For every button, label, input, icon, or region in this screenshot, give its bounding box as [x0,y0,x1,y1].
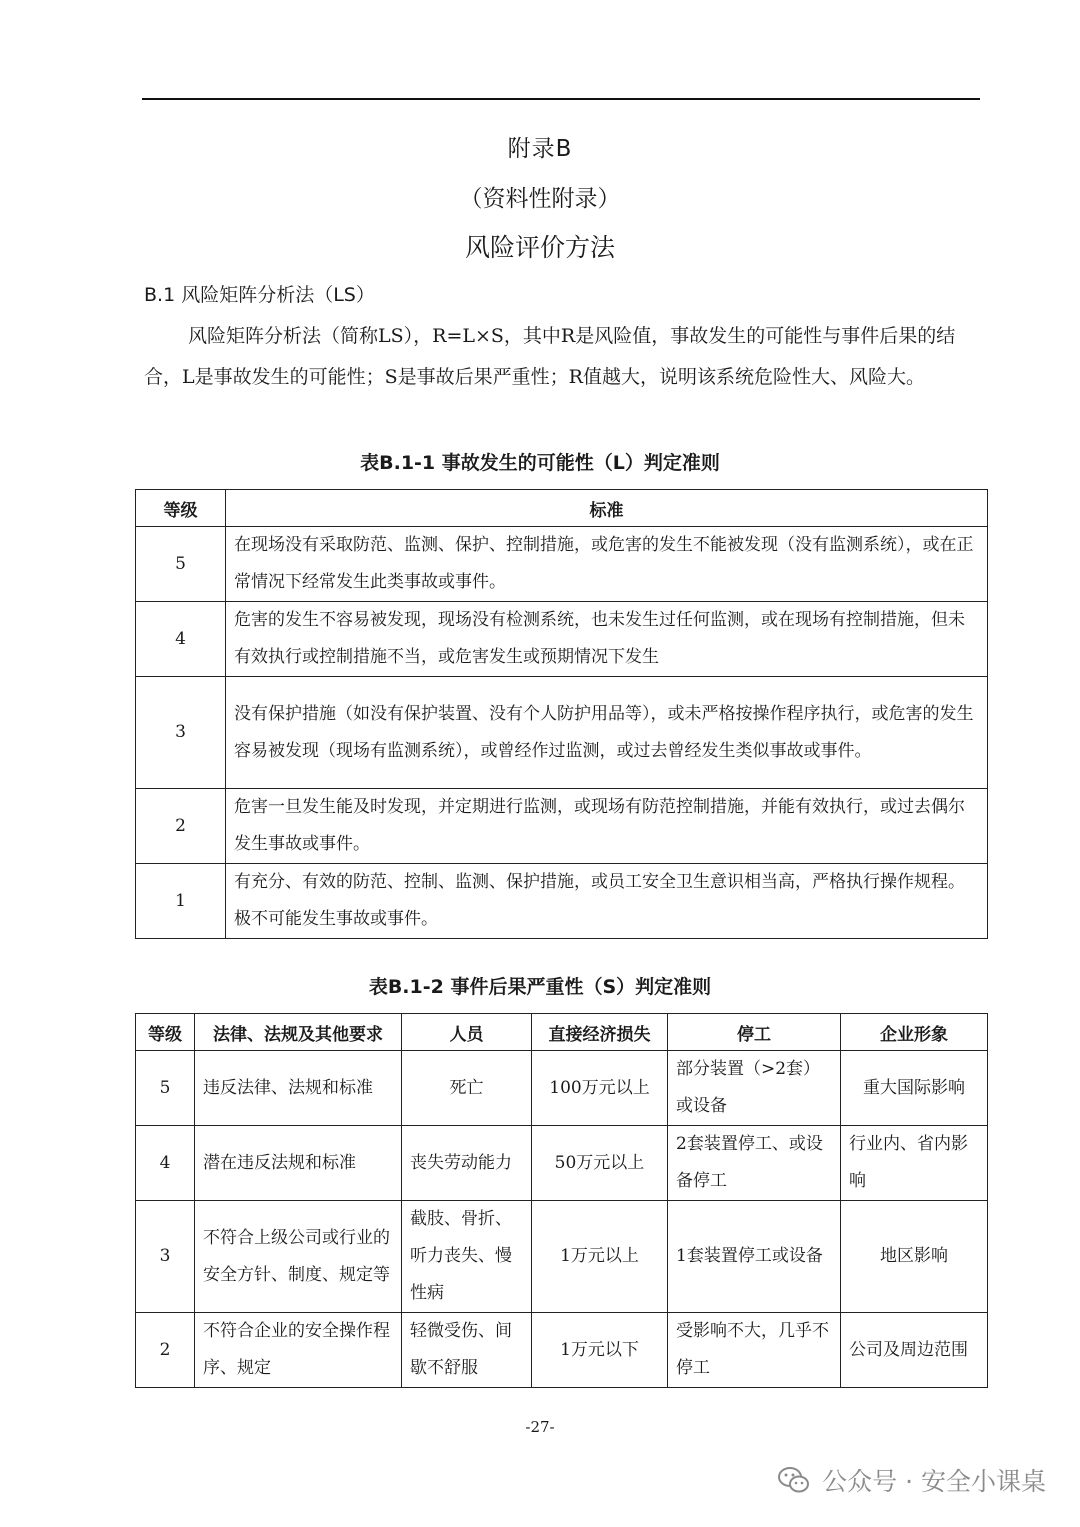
level-cell: 1 [136,864,226,939]
severity-table [135,1013,988,1388]
image-cell: 公司及周边范围 [841,1313,988,1388]
table-row [136,602,988,677]
wechat-icon [776,1462,812,1498]
criterion-cell: 没有保护措施（如没有保护装置、没有个人防护用品等），或未严格按操作程序执行，或危害的发生容易被发现（现场有监测系统），或曾经作过监测，或过去曾经发生类似事故或事件。 [226,677,988,789]
criterion-cell: 危害一旦发生能及时发现，并定期进行监测，或现场有防范控制措施，并能有效执行，或过去偶尔发生事故或事件。 [226,789,988,864]
table-row [136,527,988,602]
people-cell: 轻微受伤、间歇不舒服 [402,1313,532,1388]
level-cell: 5 [136,527,226,602]
page-title: 风险评价方法 [464,233,615,262]
header-cell: 法律、法规及其他要求 [195,1014,402,1051]
level-cell: 2 [136,789,226,864]
law-cell: 不符合上级公司或行业的安全方针、制度、规定等 [195,1201,402,1313]
header-rule [142,98,980,100]
stop-cell: 部分装置（>2套）或设备 [668,1051,841,1126]
header-cell: 等级 [136,1014,195,1051]
table2-caption: 表B.1-2 事件后果严重性（S）判定准则 [368,976,712,998]
law-cell: 违反法律、法规和标准 [195,1051,402,1126]
stop-cell: 2套装置停工、或设备停工 [668,1126,841,1201]
criterion-cell: 在现场没有采取防范、监测、保护、控制措施，或危害的发生不能被发现（没有监测系统），或在正常情况下经常发生此类事故或事件。 [226,527,988,602]
loss-cell: 1万元以上 [532,1201,668,1313]
watermark-text: 公众号 · 安全小课桌 [822,1467,1046,1496]
people-cell: 死亡 [402,1051,532,1126]
image-cell: 地区影响 [841,1201,988,1313]
header-cell: 人员 [402,1014,532,1051]
table-header-row [136,490,988,527]
image-cell: 重大国际影响 [841,1051,988,1126]
level-cell: 3 [136,677,226,789]
header-cell: 直接经济损失 [532,1014,668,1051]
appendix-type: （资料性附录） [459,186,621,212]
table1-caption: 表B.1-1 事故发生的可能性（L）判定准则 [360,452,720,474]
likelihood-table [135,489,988,939]
level-cell: 5 [136,1051,195,1126]
table-row [136,789,988,864]
loss-cell: 100万元以上 [532,1051,668,1126]
header-cell: 企业形象 [841,1014,988,1051]
level-cell: 2 [136,1313,195,1388]
table-row [136,864,988,939]
criterion-cell: 有充分、有效的防范、控制、监测、保护措施，或员工安全卫生意识相当高，严格执行操作规程。极不可能发生事故或事件。 [226,864,988,939]
section-heading: B.1 风险矩阵分析法（LS） [144,284,375,306]
header-cell: 标准 [226,490,988,527]
appendix-heading: 附录B [507,136,573,162]
level-cell: 3 [136,1201,195,1313]
header-cell: 等级 [136,490,226,527]
level-cell: 4 [136,602,226,677]
watermark [776,1462,1046,1498]
intro-paragraph: 风险矩阵分析法（简称LS），R=L×S，其中R是风险值，事故发生的可能性与事件后果的结合，L是事故发生的可能性；S是事故后果严重性；R值越大，说明该系统危险性大、风险大。 [144,325,956,388]
loss-cell: 50万元以上 [532,1126,668,1201]
law-cell: 潜在违反法规和标准 [195,1126,402,1201]
loss-cell: 1万元以下 [532,1313,668,1388]
table-row [136,1126,988,1201]
stop-cell: 1套装置停工或设备 [668,1201,841,1313]
table-row [136,1051,988,1126]
header-cell: 停工 [668,1014,841,1051]
table-header-row [136,1014,988,1051]
image-cell: 行业内、省内影响 [841,1126,988,1201]
criterion-cell: 危害的发生不容易被发现，现场没有检测系统，也未发生过任何监测，或在现场有控制措施，但未有效执行或控制措施不当，或危害发生或预期情况下发生 [226,602,988,677]
table-row [136,1201,988,1313]
table-row [136,1313,988,1388]
people-cell: 截肢、骨折、听力丧失、慢性病 [402,1201,532,1313]
level-cell: 4 [136,1126,195,1201]
stop-cell: 受影响不大，几乎不停工 [668,1313,841,1388]
people-cell: 丧失劳动能力 [402,1126,532,1201]
page-number: -27- [525,1418,555,1436]
law-cell: 不符合企业的安全操作程序、规定 [195,1313,402,1388]
table-row [136,677,988,789]
